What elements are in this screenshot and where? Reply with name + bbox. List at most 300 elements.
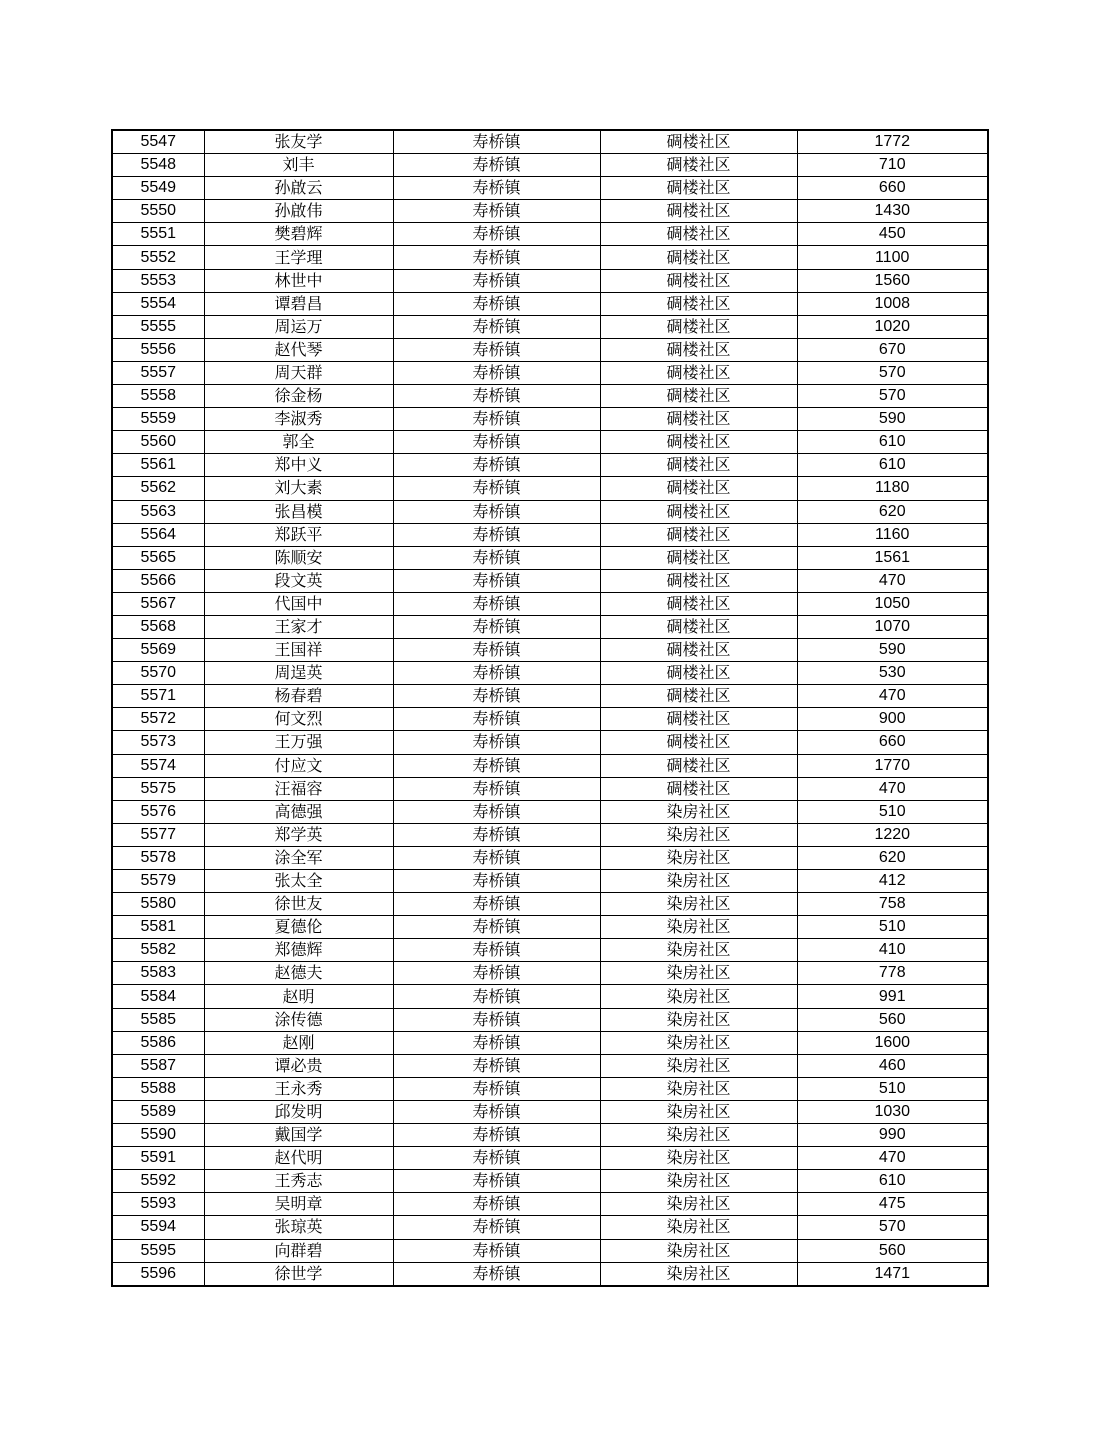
community-cell: 碉楼社区	[600, 338, 797, 361]
person-name-cell: 杨春碧	[204, 685, 393, 708]
table-row	[112, 916, 988, 939]
amount-cell: 412	[797, 870, 988, 893]
record-id-cell: 5556	[112, 338, 204, 361]
table-row	[112, 1216, 988, 1239]
person-name-cell: 段文英	[204, 569, 393, 592]
record-id-cell: 5560	[112, 431, 204, 454]
table-row	[112, 962, 988, 985]
amount-cell: 620	[797, 500, 988, 523]
record-id-cell: 5583	[112, 962, 204, 985]
community-cell: 碉楼社区	[600, 246, 797, 269]
record-id-cell: 5561	[112, 454, 204, 477]
town-cell: 寿桥镇	[393, 246, 600, 269]
amount-cell: 510	[797, 1077, 988, 1100]
person-name-cell: 徐金杨	[204, 385, 393, 408]
record-id-cell: 5563	[112, 500, 204, 523]
amount-cell: 758	[797, 893, 988, 916]
community-cell: 染房社区	[600, 1239, 797, 1262]
amount-cell: 590	[797, 639, 988, 662]
town-cell: 寿桥镇	[393, 269, 600, 292]
community-cell: 碉楼社区	[600, 385, 797, 408]
amount-cell: 1600	[797, 1031, 988, 1054]
table-row	[112, 546, 988, 569]
community-cell: 碉楼社区	[600, 592, 797, 615]
community-cell: 碉楼社区	[600, 477, 797, 500]
table-row	[112, 200, 988, 223]
table-row	[112, 246, 988, 269]
town-cell: 寿桥镇	[393, 708, 600, 731]
person-name-cell: 夏德伦	[204, 916, 393, 939]
community-cell: 染房社区	[600, 1124, 797, 1147]
community-cell: 碉楼社区	[600, 500, 797, 523]
person-name-cell: 陈顺安	[204, 546, 393, 569]
amount-cell: 1471	[797, 1262, 988, 1286]
community-cell: 染房社区	[600, 1077, 797, 1100]
table-row	[112, 477, 988, 500]
amount-cell: 1030	[797, 1100, 988, 1123]
amount-cell: 1070	[797, 615, 988, 638]
town-cell: 寿桥镇	[393, 569, 600, 592]
community-cell: 染房社区	[600, 1170, 797, 1193]
amount-cell: 560	[797, 1008, 988, 1031]
person-name-cell: 郑中义	[204, 454, 393, 477]
community-cell: 碉楼社区	[600, 662, 797, 685]
record-id-cell: 5579	[112, 870, 204, 893]
town-cell: 寿桥镇	[393, 662, 600, 685]
person-name-cell: 林世中	[204, 269, 393, 292]
records-table-body	[112, 130, 988, 1286]
amount-cell: 610	[797, 431, 988, 454]
table-row	[112, 569, 988, 592]
town-cell: 寿桥镇	[393, 685, 600, 708]
record-id-cell: 5582	[112, 939, 204, 962]
town-cell: 寿桥镇	[393, 385, 600, 408]
community-cell: 碉楼社区	[600, 431, 797, 454]
record-id-cell: 5547	[112, 130, 204, 154]
table-row	[112, 1008, 988, 1031]
table-row	[112, 523, 988, 546]
table-row	[112, 500, 988, 523]
amount-cell: 1430	[797, 200, 988, 223]
community-cell: 染房社区	[600, 1193, 797, 1216]
town-cell: 寿桥镇	[393, 1124, 600, 1147]
table-row	[112, 754, 988, 777]
community-cell: 染房社区	[600, 916, 797, 939]
table-row	[112, 1077, 988, 1100]
amount-cell: 778	[797, 962, 988, 985]
record-id-cell: 5584	[112, 985, 204, 1008]
town-cell: 寿桥镇	[393, 292, 600, 315]
person-name-cell: 郭全	[204, 431, 393, 454]
table-row	[112, 615, 988, 638]
community-cell: 碉楼社区	[600, 223, 797, 246]
person-name-cell: 涂全军	[204, 846, 393, 869]
record-id-cell: 5594	[112, 1216, 204, 1239]
community-cell: 染房社区	[600, 870, 797, 893]
table-row	[112, 846, 988, 869]
community-cell: 染房社区	[600, 1262, 797, 1286]
person-name-cell: 张琼英	[204, 1216, 393, 1239]
amount-cell: 530	[797, 662, 988, 685]
community-cell: 碉楼社区	[600, 130, 797, 154]
person-name-cell: 徐世学	[204, 1262, 393, 1286]
record-id-cell: 5551	[112, 223, 204, 246]
amount-cell: 710	[797, 154, 988, 177]
amount-cell: 1220	[797, 823, 988, 846]
person-name-cell: 周天群	[204, 361, 393, 384]
town-cell: 寿桥镇	[393, 893, 600, 916]
town-cell: 寿桥镇	[393, 1031, 600, 1054]
amount-cell: 410	[797, 939, 988, 962]
amount-cell: 1772	[797, 130, 988, 154]
town-cell: 寿桥镇	[393, 1147, 600, 1170]
person-name-cell: 王学理	[204, 246, 393, 269]
town-cell: 寿桥镇	[393, 916, 600, 939]
person-name-cell: 郑德辉	[204, 939, 393, 962]
table-row	[112, 223, 988, 246]
table-row	[112, 1054, 988, 1077]
table-row	[112, 777, 988, 800]
record-id-cell: 5571	[112, 685, 204, 708]
community-cell: 染房社区	[600, 1100, 797, 1123]
town-cell: 寿桥镇	[393, 1193, 600, 1216]
community-cell: 染房社区	[600, 962, 797, 985]
table-row	[112, 800, 988, 823]
amount-cell: 610	[797, 1170, 988, 1193]
town-cell: 寿桥镇	[393, 431, 600, 454]
person-name-cell: 郑跃平	[204, 523, 393, 546]
person-name-cell: 赵代明	[204, 1147, 393, 1170]
table-row	[112, 130, 988, 154]
person-name-cell: 何文烈	[204, 708, 393, 731]
table-row	[112, 269, 988, 292]
record-id-cell: 5554	[112, 292, 204, 315]
amount-cell: 670	[797, 338, 988, 361]
person-name-cell: 高德强	[204, 800, 393, 823]
person-name-cell: 刘丰	[204, 154, 393, 177]
amount-cell: 1560	[797, 269, 988, 292]
community-cell: 染房社区	[600, 893, 797, 916]
table-row	[112, 939, 988, 962]
table-row	[112, 154, 988, 177]
community-cell: 碉楼社区	[600, 200, 797, 223]
town-cell: 寿桥镇	[393, 1170, 600, 1193]
table-row	[112, 592, 988, 615]
record-id-cell: 5552	[112, 246, 204, 269]
community-cell: 染房社区	[600, 1054, 797, 1077]
amount-cell: 560	[797, 1239, 988, 1262]
person-name-cell: 涂传德	[204, 1008, 393, 1031]
person-name-cell: 王万强	[204, 731, 393, 754]
table-row	[112, 1100, 988, 1123]
town-cell: 寿桥镇	[393, 500, 600, 523]
amount-cell: 1561	[797, 546, 988, 569]
amount-cell: 1020	[797, 315, 988, 338]
person-name-cell: 赵德夫	[204, 962, 393, 985]
record-id-cell: 5557	[112, 361, 204, 384]
amount-cell: 900	[797, 708, 988, 731]
person-name-cell: 王秀志	[204, 1170, 393, 1193]
town-cell: 寿桥镇	[393, 1262, 600, 1286]
record-id-cell: 5550	[112, 200, 204, 223]
amount-cell: 1008	[797, 292, 988, 315]
person-name-cell: 李淑秀	[204, 408, 393, 431]
community-cell: 碉楼社区	[600, 361, 797, 384]
record-id-cell: 5555	[112, 315, 204, 338]
town-cell: 寿桥镇	[393, 985, 600, 1008]
amount-cell: 460	[797, 1054, 988, 1077]
person-name-cell: 张友学	[204, 130, 393, 154]
table-row	[112, 870, 988, 893]
person-name-cell: 孙啟伟	[204, 200, 393, 223]
person-name-cell: 赵刚	[204, 1031, 393, 1054]
table-row	[112, 731, 988, 754]
community-cell: 染房社区	[600, 1031, 797, 1054]
amount-cell: 1160	[797, 523, 988, 546]
record-id-cell: 5574	[112, 754, 204, 777]
record-id-cell: 5590	[112, 1124, 204, 1147]
amount-cell: 991	[797, 985, 988, 1008]
community-cell: 染房社区	[600, 985, 797, 1008]
amount-cell: 470	[797, 685, 988, 708]
amount-cell: 660	[797, 731, 988, 754]
community-cell: 染房社区	[600, 939, 797, 962]
amount-cell: 1050	[797, 592, 988, 615]
record-id-cell: 5549	[112, 177, 204, 200]
community-cell: 染房社区	[600, 1147, 797, 1170]
town-cell: 寿桥镇	[393, 130, 600, 154]
town-cell: 寿桥镇	[393, 939, 600, 962]
record-id-cell: 5580	[112, 893, 204, 916]
community-cell: 染房社区	[600, 823, 797, 846]
community-cell: 碉楼社区	[600, 269, 797, 292]
table-row	[112, 662, 988, 685]
town-cell: 寿桥镇	[393, 154, 600, 177]
town-cell: 寿桥镇	[393, 1077, 600, 1100]
record-id-cell: 5592	[112, 1170, 204, 1193]
record-id-cell: 5558	[112, 385, 204, 408]
person-name-cell: 邱发明	[204, 1100, 393, 1123]
table-row	[112, 1147, 988, 1170]
amount-cell: 1100	[797, 246, 988, 269]
record-id-cell: 5566	[112, 569, 204, 592]
community-cell: 碉楼社区	[600, 569, 797, 592]
community-cell: 染房社区	[600, 1216, 797, 1239]
person-name-cell: 周运万	[204, 315, 393, 338]
person-name-cell: 王国祥	[204, 639, 393, 662]
table-row	[112, 639, 988, 662]
town-cell: 寿桥镇	[393, 1216, 600, 1239]
community-cell: 碉楼社区	[600, 523, 797, 546]
person-name-cell: 樊碧辉	[204, 223, 393, 246]
record-id-cell: 5575	[112, 777, 204, 800]
record-id-cell: 5553	[112, 269, 204, 292]
record-id-cell: 5548	[112, 154, 204, 177]
table-row	[112, 893, 988, 916]
record-id-cell: 5570	[112, 662, 204, 685]
amount-cell: 590	[797, 408, 988, 431]
community-cell: 染房社区	[600, 800, 797, 823]
table-row	[112, 385, 988, 408]
table-row	[112, 454, 988, 477]
record-id-cell: 5569	[112, 639, 204, 662]
person-name-cell: 张太全	[204, 870, 393, 893]
community-cell: 染房社区	[600, 1008, 797, 1031]
person-name-cell: 张昌模	[204, 500, 393, 523]
town-cell: 寿桥镇	[393, 408, 600, 431]
table-row	[112, 177, 988, 200]
amount-cell: 1770	[797, 754, 988, 777]
community-cell: 碉楼社区	[600, 731, 797, 754]
town-cell: 寿桥镇	[393, 477, 600, 500]
table-row	[112, 685, 988, 708]
record-id-cell: 5591	[112, 1147, 204, 1170]
town-cell: 寿桥镇	[393, 592, 600, 615]
town-cell: 寿桥镇	[393, 454, 600, 477]
person-name-cell: 孙啟云	[204, 177, 393, 200]
amount-cell: 470	[797, 777, 988, 800]
town-cell: 寿桥镇	[393, 200, 600, 223]
amount-cell: 470	[797, 569, 988, 592]
community-cell: 碉楼社区	[600, 408, 797, 431]
town-cell: 寿桥镇	[393, 639, 600, 662]
person-name-cell: 戴国学	[204, 1124, 393, 1147]
person-name-cell: 王家才	[204, 615, 393, 638]
person-name-cell: 刘大素	[204, 477, 393, 500]
community-cell: 碉楼社区	[600, 615, 797, 638]
person-name-cell: 周逞英	[204, 662, 393, 685]
table-row	[112, 361, 988, 384]
town-cell: 寿桥镇	[393, 1100, 600, 1123]
person-name-cell: 向群碧	[204, 1239, 393, 1262]
table-row	[112, 315, 988, 338]
community-cell: 碉楼社区	[600, 546, 797, 569]
table-row	[112, 823, 988, 846]
amount-cell: 570	[797, 385, 988, 408]
person-name-cell: 赵明	[204, 985, 393, 1008]
person-name-cell: 王永秀	[204, 1077, 393, 1100]
community-cell: 碉楼社区	[600, 754, 797, 777]
town-cell: 寿桥镇	[393, 338, 600, 361]
person-name-cell: 汪福容	[204, 777, 393, 800]
town-cell: 寿桥镇	[393, 731, 600, 754]
community-cell: 染房社区	[600, 846, 797, 869]
town-cell: 寿桥镇	[393, 546, 600, 569]
town-cell: 寿桥镇	[393, 361, 600, 384]
community-cell: 碉楼社区	[600, 685, 797, 708]
person-name-cell: 徐世友	[204, 893, 393, 916]
table-row	[112, 1262, 988, 1286]
amount-cell: 990	[797, 1124, 988, 1147]
record-id-cell: 5573	[112, 731, 204, 754]
table-row	[112, 292, 988, 315]
person-name-cell: 谭必贵	[204, 1054, 393, 1077]
town-cell: 寿桥镇	[393, 223, 600, 246]
amount-cell: 510	[797, 916, 988, 939]
table-row	[112, 338, 988, 361]
record-id-cell: 5564	[112, 523, 204, 546]
table-row	[112, 708, 988, 731]
town-cell: 寿桥镇	[393, 177, 600, 200]
record-id-cell: 5593	[112, 1193, 204, 1216]
record-id-cell: 5589	[112, 1100, 204, 1123]
community-cell: 碉楼社区	[600, 777, 797, 800]
table-row	[112, 1170, 988, 1193]
table-row	[112, 1239, 988, 1262]
record-id-cell: 5596	[112, 1262, 204, 1286]
person-name-cell: 代国中	[204, 592, 393, 615]
record-id-cell: 5568	[112, 615, 204, 638]
community-cell: 碉楼社区	[600, 454, 797, 477]
record-id-cell: 5578	[112, 846, 204, 869]
town-cell: 寿桥镇	[393, 800, 600, 823]
record-id-cell: 5587	[112, 1054, 204, 1077]
record-id-cell: 5577	[112, 823, 204, 846]
table-row	[112, 431, 988, 454]
town-cell: 寿桥镇	[393, 315, 600, 338]
record-id-cell: 5562	[112, 477, 204, 500]
town-cell: 寿桥镇	[393, 870, 600, 893]
town-cell: 寿桥镇	[393, 1239, 600, 1262]
record-id-cell: 5595	[112, 1239, 204, 1262]
town-cell: 寿桥镇	[393, 846, 600, 869]
record-id-cell: 5567	[112, 592, 204, 615]
amount-cell: 660	[797, 177, 988, 200]
table-row	[112, 1193, 988, 1216]
community-cell: 碉楼社区	[600, 292, 797, 315]
amount-cell: 620	[797, 846, 988, 869]
record-id-cell: 5559	[112, 408, 204, 431]
amount-cell: 570	[797, 361, 988, 384]
records-table	[111, 129, 989, 1287]
amount-cell: 470	[797, 1147, 988, 1170]
person-name-cell: 吴明章	[204, 1193, 393, 1216]
town-cell: 寿桥镇	[393, 523, 600, 546]
town-cell: 寿桥镇	[393, 1008, 600, 1031]
community-cell: 碉楼社区	[600, 708, 797, 731]
amount-cell: 610	[797, 454, 988, 477]
person-name-cell: 付应文	[204, 754, 393, 777]
table-row	[112, 1031, 988, 1054]
record-id-cell: 5565	[112, 546, 204, 569]
record-id-cell: 5572	[112, 708, 204, 731]
person-name-cell: 赵代琴	[204, 338, 393, 361]
record-id-cell: 5586	[112, 1031, 204, 1054]
table-row	[112, 1124, 988, 1147]
person-name-cell: 郑学英	[204, 823, 393, 846]
amount-cell: 450	[797, 223, 988, 246]
person-name-cell: 谭碧昌	[204, 292, 393, 315]
amount-cell: 510	[797, 800, 988, 823]
town-cell: 寿桥镇	[393, 754, 600, 777]
town-cell: 寿桥镇	[393, 777, 600, 800]
community-cell: 碉楼社区	[600, 315, 797, 338]
town-cell: 寿桥镇	[393, 962, 600, 985]
amount-cell: 1180	[797, 477, 988, 500]
amount-cell: 475	[797, 1193, 988, 1216]
record-id-cell: 5585	[112, 1008, 204, 1031]
record-id-cell: 5581	[112, 916, 204, 939]
record-id-cell: 5576	[112, 800, 204, 823]
town-cell: 寿桥镇	[393, 615, 600, 638]
table-row	[112, 408, 988, 431]
record-id-cell: 5588	[112, 1077, 204, 1100]
table-row	[112, 985, 988, 1008]
amount-cell: 570	[797, 1216, 988, 1239]
community-cell: 碉楼社区	[600, 154, 797, 177]
town-cell: 寿桥镇	[393, 1054, 600, 1077]
town-cell: 寿桥镇	[393, 823, 600, 846]
